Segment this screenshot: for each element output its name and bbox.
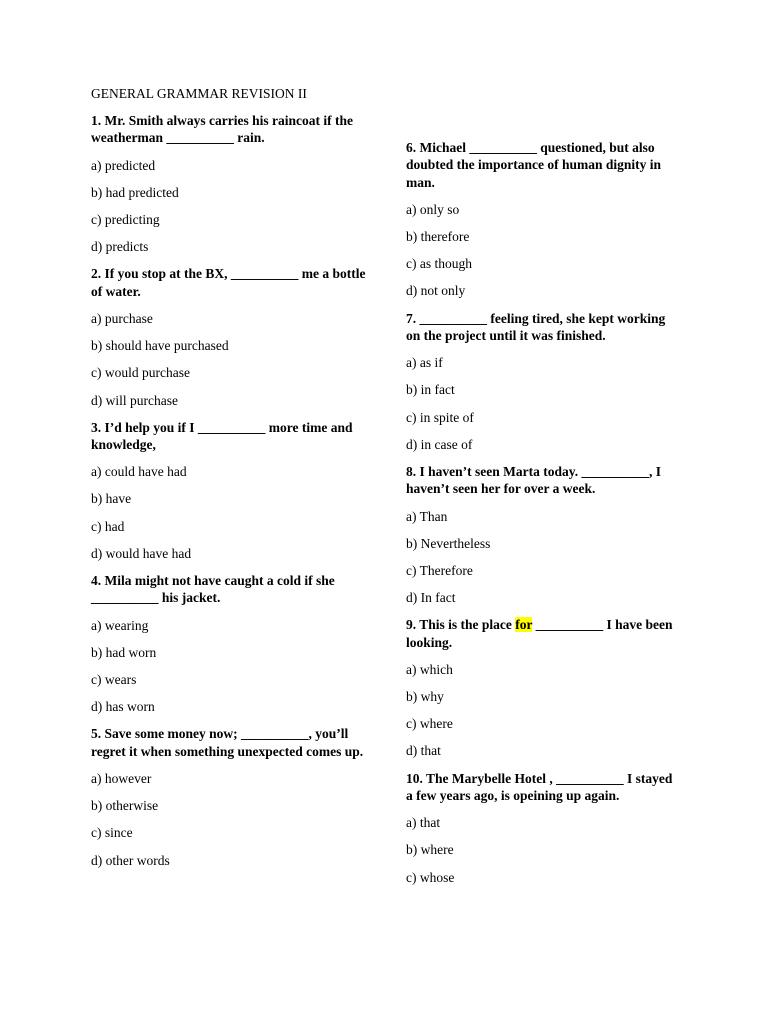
question-5-option-c: c) since [91, 825, 133, 841]
question-7-option-b: b) in fact [406, 382, 455, 398]
question-6-text: 6. Michael __________ questioned, but also doubted the importance of human dignity in man. [406, 140, 662, 190]
question-2-option-c: c) would purchase [91, 365, 190, 381]
question-4-text: 4. Mila might not have caught a cold if she __________ his jacket. [91, 573, 335, 606]
question-10-option-c: c) whose [406, 869, 455, 885]
question-6-option-c: c) as though [406, 256, 472, 272]
question-9-option-b: b) why [406, 689, 444, 705]
question-9-option-a: a) which [406, 661, 453, 677]
question-8-option-a: a) Than [406, 508, 448, 524]
question-8-text: 8. I haven’t seen Marta today. __________, I haven’t seen her for over a week. [406, 463, 661, 497]
question-8 [406, 463, 676, 606]
question-9-option-d: d) that [406, 743, 441, 759]
question-9 [406, 616, 676, 759]
question-4-option-d: d) has worn [91, 699, 155, 715]
question-10-text: 10. The Marybelle Hotel , __________ I stayed a few years ago, is opeining up again. [406, 770, 673, 803]
question-1-option-c: c) predicting [91, 211, 160, 227]
question-3-option-c: c) had [91, 518, 125, 534]
question-2-option-b: b) should have purchased [91, 338, 229, 354]
question-6-option-a: a) only so [406, 201, 460, 217]
question-3 [91, 419, 369, 562]
question-1 [91, 112, 369, 255]
question-4-option-b: b) had worn [91, 644, 157, 660]
question-9-text-after: __________ I have been looking. [406, 617, 673, 650]
question-6-option-d: d) not only [406, 283, 466, 299]
question-1-option-d: d) predicts [91, 239, 149, 255]
question-2 [91, 265, 369, 408]
question-3-option-a: a) could have had [91, 464, 187, 480]
question-3-text: 3. I’d help you if I __________ more time and knowledge, [91, 419, 353, 452]
question-5-option-a: a) however [91, 770, 152, 786]
question-1-option-b: b) had predicted [91, 184, 179, 200]
question-7-option-c: c) in spite of [406, 409, 474, 425]
question-5-option-d: d) other words [91, 852, 170, 868]
question-7 [406, 310, 676, 453]
question-10 [406, 770, 676, 886]
question-4 [91, 572, 369, 715]
question-5-option-b: b) otherwise [91, 798, 159, 814]
question-9-text-before: 9. This is the place [406, 617, 516, 633]
question-6-option-b: b) therefore [406, 229, 470, 245]
question-2-option-d: d) will purchase [91, 392, 178, 408]
question-4-option-a: a) wearing [91, 617, 149, 633]
question-2-text: 2. If you stop at the BX, __________ me a bottle of water. [91, 266, 366, 299]
document-title: GENERAL GRAMMAR REVISION II [91, 86, 307, 101]
question-7-text: 7. __________ feeling tired, she kept working on the project until it was finished. [406, 310, 666, 343]
question-8-option-b: b) Nevertheless [406, 535, 491, 551]
highlighted-word: for [515, 617, 533, 633]
question-3-option-d: d) would have had [91, 545, 192, 561]
question-5 [91, 725, 369, 868]
right-column [406, 139, 676, 896]
question-9-text [406, 616, 676, 651]
question-5-text: 5. Save some money now; __________, you’ll regret it when something unexpected comes up. [91, 726, 364, 759]
left-column [91, 112, 369, 879]
question-7-option-a: a) as if [406, 355, 443, 371]
question-6 [406, 139, 676, 299]
question-10-option-a: a) that [406, 815, 441, 831]
question-3-option-b: b) have [91, 491, 132, 507]
question-7-option-d: d) in case of [406, 436, 473, 452]
question-1-text: 1. Mr. Smith always carries his raincoat if the weatherman __________ rain. [91, 113, 353, 146]
question-8-option-c: c) Therefore [406, 562, 473, 578]
question-2-option-a: a) purchase [91, 310, 153, 326]
question-8-option-d: d) In fact [406, 590, 456, 606]
question-10-option-b: b) where [406, 842, 454, 858]
question-4-option-c: c) wears [91, 672, 137, 687]
question-9-option-c: c) where [406, 716, 453, 732]
question-1-option-a: a) predicted [91, 157, 156, 173]
